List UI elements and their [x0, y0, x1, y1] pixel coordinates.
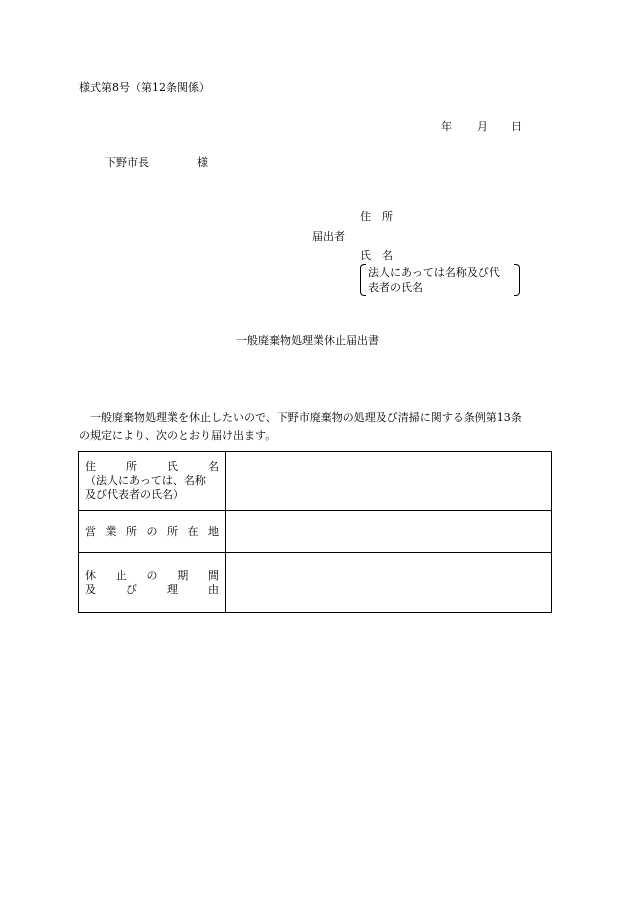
addressee-honorific: 様: [197, 156, 208, 169]
char: 期: [177, 568, 189, 582]
char: 所: [126, 524, 137, 538]
char: 理: [167, 582, 178, 596]
corporate-note-text: [368, 265, 500, 295]
char: 営: [85, 524, 96, 538]
char: の: [146, 524, 158, 538]
date-day: 日: [511, 120, 522, 133]
char: 地: [208, 524, 219, 538]
char: 名: [208, 460, 219, 473]
label-address-name: [79, 452, 226, 511]
notification-table: [78, 451, 552, 613]
left-bracket: [360, 264, 366, 296]
char: 所: [167, 524, 178, 538]
table-row-suspension-period: [79, 553, 552, 613]
label-suspension-line1: [85, 569, 219, 583]
addressee-name: 下野市長: [105, 156, 149, 169]
right-bracket: [514, 264, 520, 296]
date-month: 月: [477, 120, 488, 133]
char: 氏: [167, 460, 178, 473]
input-address-name[interactable]: [226, 452, 552, 511]
body-line-2: の規定により、次のとおり届け出ます。: [79, 429, 277, 442]
label-office-location-text: [85, 525, 219, 539]
document-title: 一般廃棄物処理業休止届出書: [236, 334, 379, 347]
char: の: [146, 568, 158, 582]
label-suspension-line2: [85, 583, 219, 597]
input-suspension-period[interactable]: [226, 553, 552, 613]
char: 間: [208, 568, 219, 582]
char: 所: [126, 460, 137, 473]
corporate-note-line2: 表者の氏名: [368, 281, 423, 294]
label-address-name-main: [85, 460, 219, 474]
char: び: [126, 582, 137, 596]
form-number: 様式第8号（第12条関係）: [79, 81, 210, 94]
address-label: 住 所: [360, 210, 393, 223]
char: 及: [85, 582, 96, 596]
table-row-office-location: [79, 511, 552, 553]
char: 在: [187, 524, 199, 538]
input-office-location[interactable]: [226, 511, 552, 553]
corporate-note-line1: 法人にあっては名称及び代: [368, 266, 500, 279]
char: 止: [115, 568, 127, 582]
char: 休: [85, 568, 96, 582]
name-label: 氏 名: [360, 249, 393, 262]
table-row-address-name: [79, 452, 552, 511]
label-address-name-sub2: 及び代表者の氏名）: [85, 488, 184, 501]
label-address-name-sub1: （法人にあっては、名称: [85, 474, 206, 487]
char: 業: [105, 524, 117, 538]
char: 由: [208, 582, 219, 596]
notifier-label: 届出者: [312, 230, 345, 243]
label-office-location: [79, 511, 226, 553]
date-year: 年: [441, 120, 452, 133]
body-line-1: 一般廃棄物処理業を休止したいので、下野市廃棄物の処理及び清掃に関する条例第13条: [90, 411, 522, 424]
corporate-note: [360, 264, 520, 296]
char: 住: [85, 460, 96, 473]
label-suspension-period: [79, 553, 226, 613]
